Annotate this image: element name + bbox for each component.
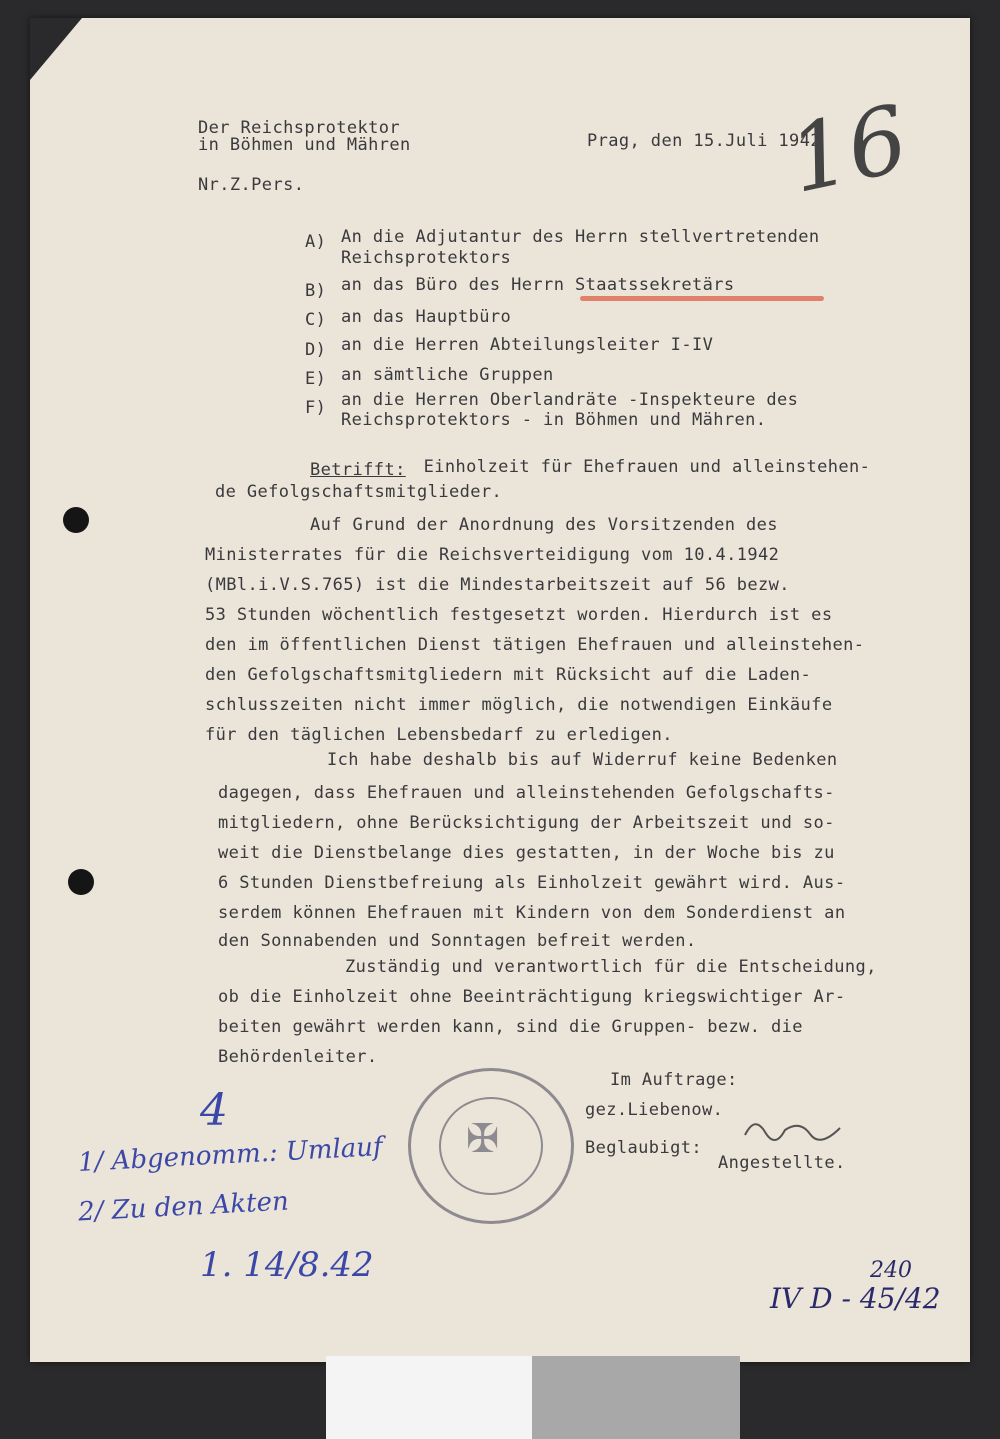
scan-white-strip	[326, 1356, 532, 1439]
signed-name: gez.Liebenow.	[585, 1100, 724, 1120]
sender-line1: Der Reichsprotektor	[198, 118, 401, 138]
recipient-d-line1: an die Herren Abteilungsleiter I-IV	[341, 335, 714, 355]
recipient-f-line2: Reichsprotektors - in Böhmen und Mähren.	[341, 410, 767, 430]
recipient-a-line2: Reichsprotektors	[341, 248, 512, 268]
handwritten-number: 4	[200, 1085, 228, 1136]
body-line: ob die Einholzeit ohne Beeinträchtigung kriegswichtiger Ar-	[218, 987, 846, 1007]
role-label: Angestellte.	[718, 1153, 846, 1173]
body-line: 53 Stunden wöchentlich festgesetzt worden. Hierdurch ist es	[205, 605, 833, 625]
recipient-f-letter: F)	[305, 398, 327, 418]
body-line: beiten gewährt werden kann, sind die Gruppen- bezw. die	[218, 1017, 803, 1037]
recipient-a-letter: A)	[305, 232, 327, 252]
red-underline-mark	[580, 296, 824, 301]
scan-gray-strip	[532, 1356, 740, 1439]
file-reference: IV D - 45/42	[770, 1282, 941, 1315]
handwritten-signature	[740, 1110, 850, 1150]
sender-line2: in Böhmen und Mähren	[198, 135, 411, 155]
subject-line2: de Gefolgschaftsmitglieder.	[215, 482, 503, 502]
official-seal	[408, 1068, 574, 1224]
body-line: Auf Grund der Anordnung des Vorsitzenden des	[310, 515, 778, 535]
body-line: für den täglichen Lebensbedarf zu erledigen.	[205, 725, 673, 745]
recipient-f-line1: an die Herren Oberlandräte -Inspekteure des	[341, 390, 799, 410]
handwritten-note-1: 1/ Abgenomm.: Umlauf	[77, 1132, 384, 1178]
recipient-a-line1: An die Adjutantur des Herrn stellvertretenden	[341, 227, 820, 247]
reference-number: Nr.Z.Pers.	[198, 175, 305, 195]
subject-label: Betrifft:	[310, 460, 406, 480]
recipient-b-letter: B)	[305, 281, 327, 301]
recipient-d-letter: D)	[305, 340, 327, 360]
handwritten-note-2: 2/ Zu den Akten	[77, 1186, 290, 1228]
torn-corner	[30, 18, 82, 80]
body-line: den Gefolgschaftsmitgliedern mit Rücksicht auf die Laden-	[205, 665, 812, 685]
file-reference-new: 240	[870, 1258, 912, 1283]
body-line: Ich habe deshalb bis auf Widerruf keine Bedenken	[327, 750, 838, 770]
recipient-c-letter: C)	[305, 310, 327, 330]
eagle-icon: ✠	[466, 1116, 500, 1162]
body-line: dagegen, dass Ehefrauen und alleinstehenden Gefolgschafts-	[218, 783, 835, 803]
body-line: 6 Stunden Dienstbefreiung als Einholzeit gewährt wird. Aus-	[218, 873, 846, 893]
body-line: schlusszeiten nicht immer möglich, die notwendigen Einkäufe	[205, 695, 833, 715]
body-line: den im öffentlichen Dienst tätigen Ehefrauen und alleinstehen-	[205, 635, 865, 655]
handwritten-date: 1. 14/8.42	[200, 1245, 374, 1285]
im-auftrage: Im Auftrage:	[610, 1070, 738, 1090]
punch-hole-top	[63, 507, 89, 533]
certified-label: Beglaubigt:	[585, 1138, 702, 1158]
recipient-b-line1: an das Büro des Herrn Staatssekretärs	[341, 275, 735, 295]
body-line: Ministerrates für die Reichsverteidigung vom 10.4.1942	[205, 545, 780, 565]
body-line: Zuständig und verantwortlich für die Entscheidung,	[345, 957, 877, 977]
recipient-e-letter: E)	[305, 369, 327, 389]
body-line: mitgliedern, ohne Berücksichtigung der Arbeitszeit und so-	[218, 813, 835, 833]
body-line: den Sonnabenden und Sonntagen befreit werden.	[218, 931, 697, 951]
place-date: Prag, den 15.Juli 1942	[587, 131, 821, 151]
recipient-e-line1: an sämtliche Gruppen	[341, 365, 554, 385]
punch-hole-bottom	[68, 869, 94, 895]
body-line: (MBl.i.V.S.765) ist die Mindestarbeitszeit auf 56 bezw.	[205, 575, 790, 595]
folio-number: 16	[780, 85, 917, 215]
recipient-c-line1: an das Hauptbüro	[341, 307, 512, 327]
subject-line1: Einholzeit für Ehefrauen und alleinstehen-	[413, 457, 871, 477]
body-line: Behördenleiter.	[218, 1047, 378, 1067]
body-line: serdem können Ehefrauen mit Kindern von dem Sonderdienst an	[218, 903, 846, 923]
body-line: weit die Dienstbelange dies gestatten, in der Woche bis zu	[218, 843, 835, 863]
